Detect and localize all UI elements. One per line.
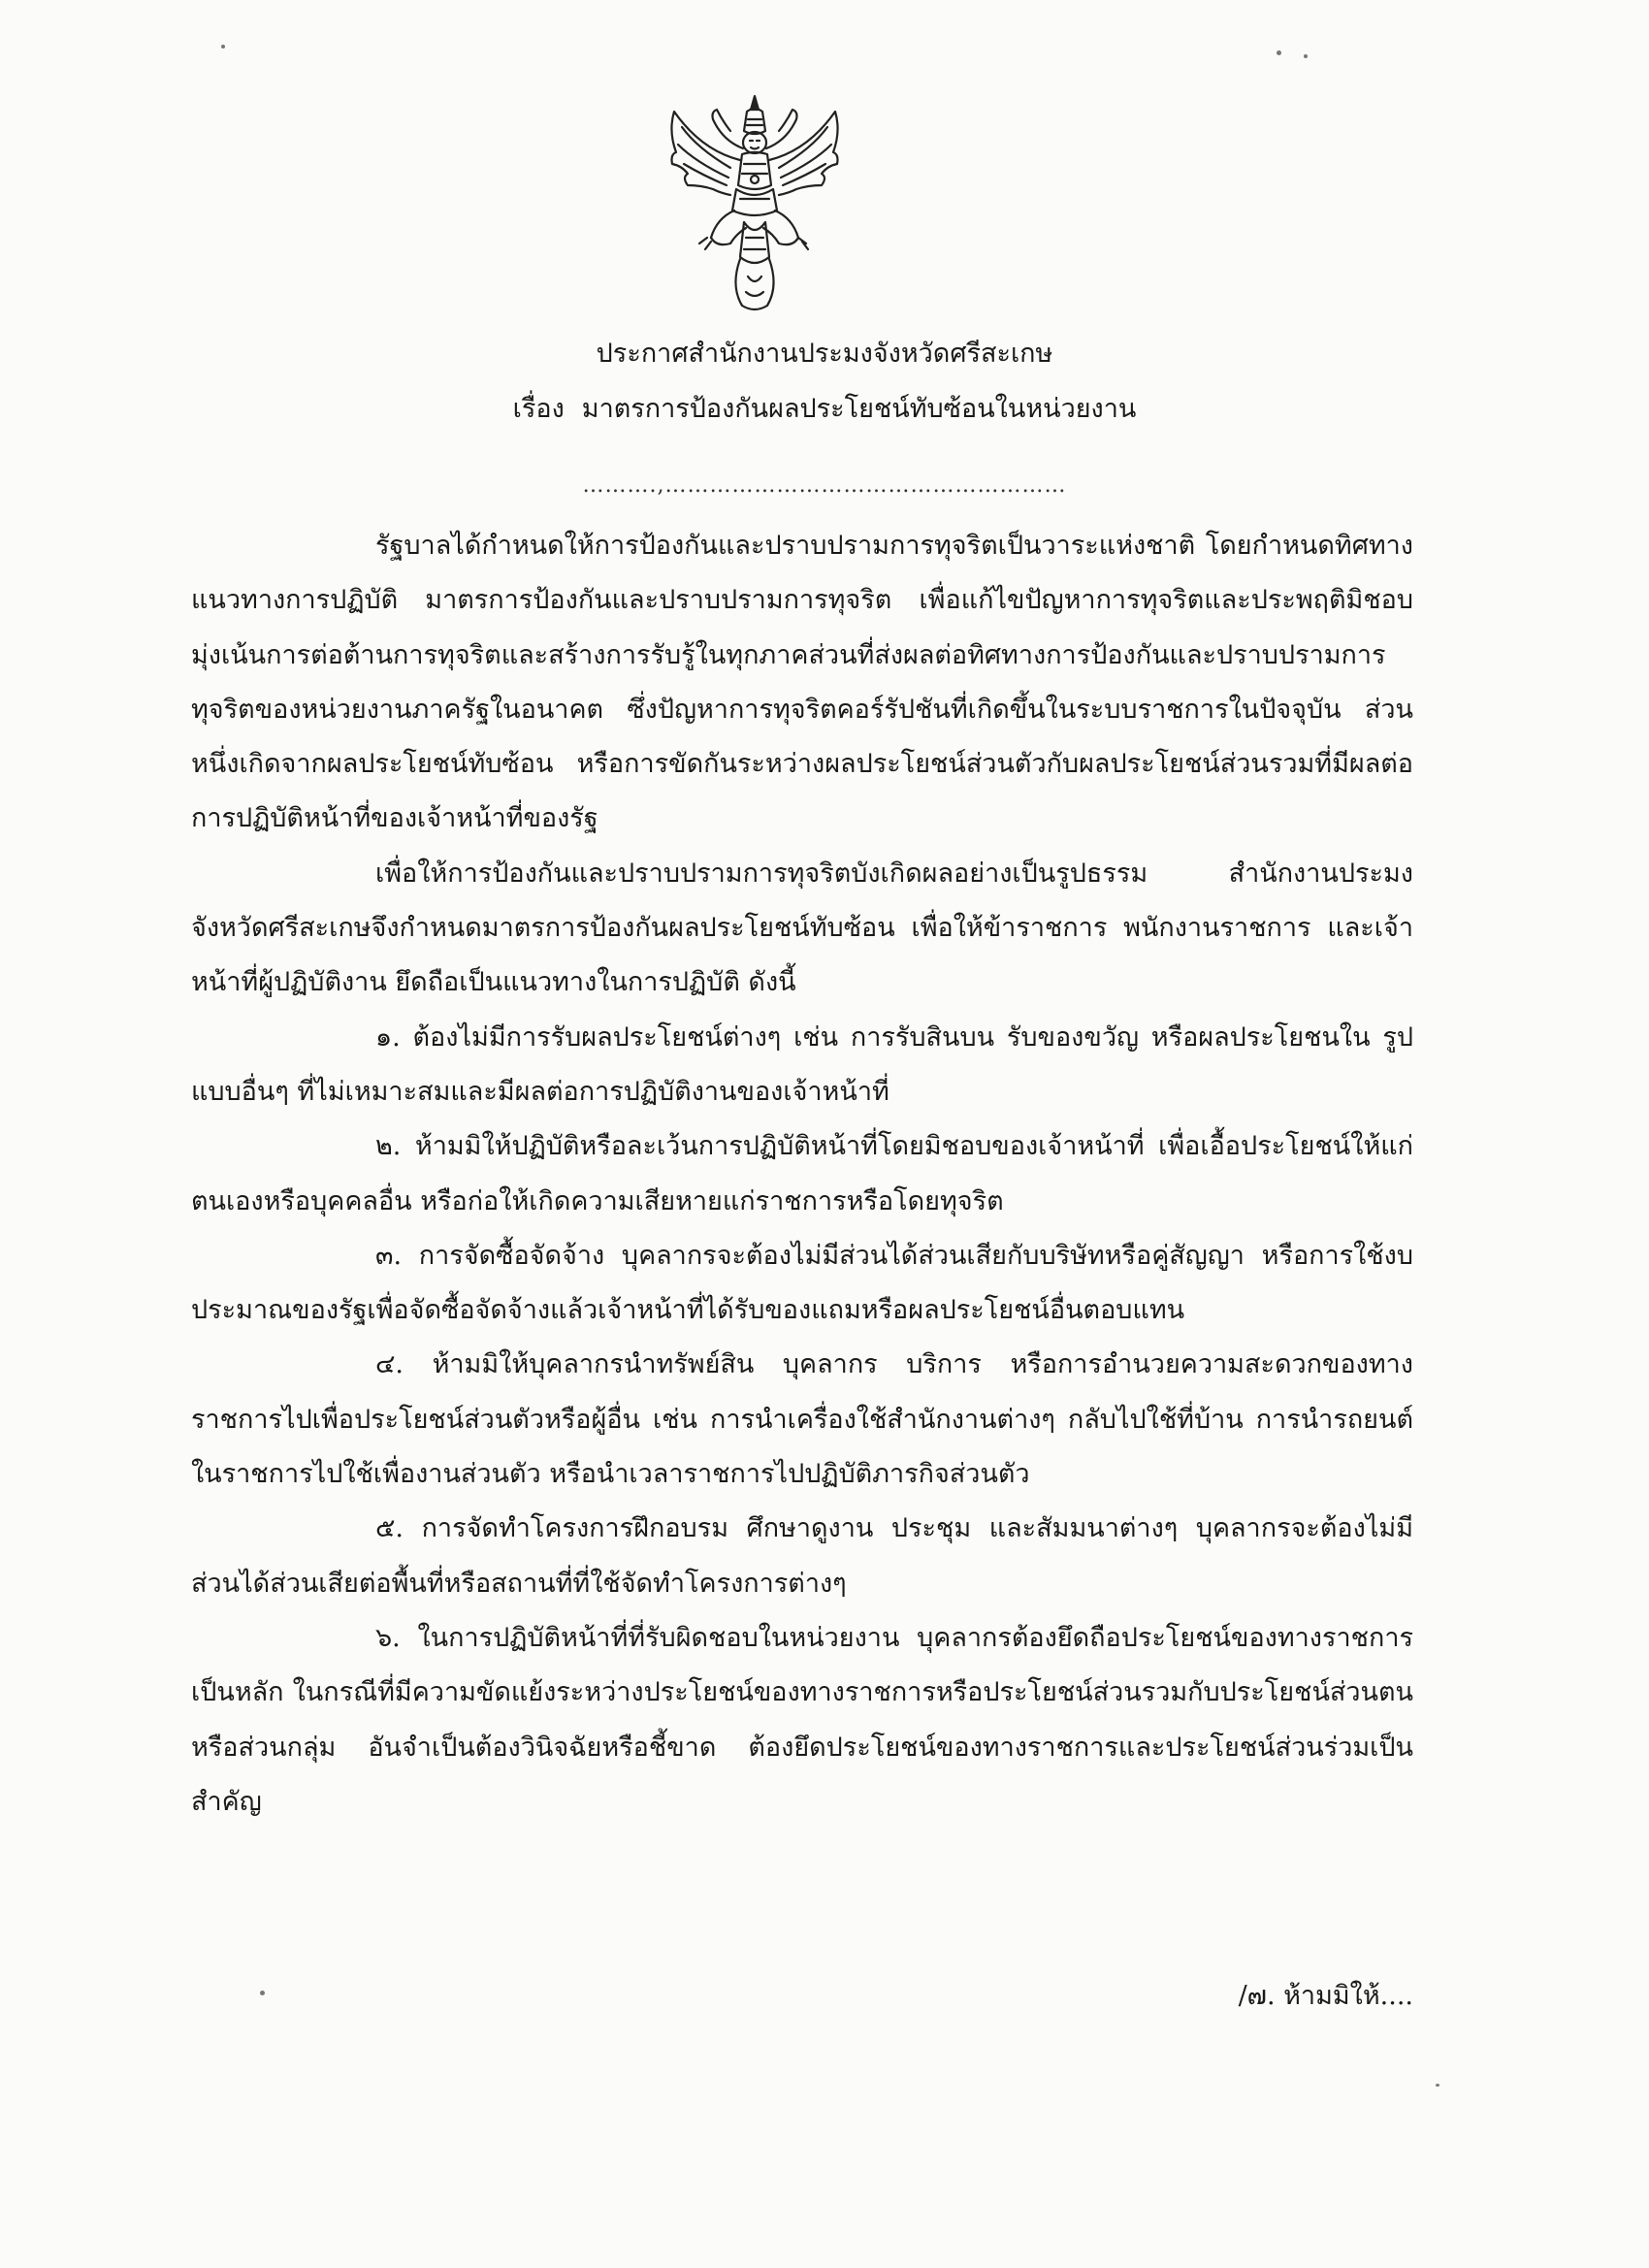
subject-text: มาตรการป้องกันผลประโยชน์ทับซ้อนในหน่วยงาน xyxy=(581,394,1137,424)
continuation-marker: /๗. ห้ามมิให้.... xyxy=(1238,1981,1413,2011)
announcement-body xyxy=(191,519,1413,1830)
measure-item-3: ๓. การจัดซื้อจัดจ้าง บุคลากรจะต้องไม่มีส่วนได้ส่วนเสียกับบริษัทหรือคู่สัญญา หรือการใช้งบประมาณของรัฐเพื่อจัดซื้อจัดจ้างแล้วเจ้าหน้าที่ได้รับของแถมหรือผลประโยชน์อื่นตอบแทน xyxy=(191,1240,1413,1326)
measure-item-6: ๖. ในการปฏิบัติหน้าที่ที่รับผิดชอบในหน่วยงาน บุคลากรต้องยึดถือประโยชน์ของทางราชการเป็นหลัก ในกรณีที่มีความขัดแย้งระหว่างประโยชน์ของทางราชการหรือประโยชน์ส่วนรวมกับประโยชน์ส่วนตนหรือส่วนกลุ่ม อันจำเป็นต้องวินิจฉัยหรือชี้ขาด ต้องยึดประโยชน์ของทางราชการและประโยชน์ส่วนร่วมเป็นสำคัญ xyxy=(191,1622,1413,1817)
scan-speck xyxy=(260,1991,265,1995)
announcement-title: ประกาศสำนักงานประมงจังหวัดศรีสะเกษ xyxy=(596,339,1053,369)
announcement-subject xyxy=(0,390,1649,429)
separator-line: ……….,……………………………………………… xyxy=(582,473,1067,498)
paragraph-intro: รัฐบาลได้กำหนดให้การป้องกันและปราบปรามการทุจริตเป็นวาระแห่งชาติ โดยกำหนดทิศทางแนวทางการปฏิบัติ มาตรการป้องกันและปราบปรามการทุจริต เพื่อแก้ไขปัญหาการทุจริตและประพฤติมิชอบ มุ่งเน้นการต่อต้านการทุจริตและสร้างการรับรู้ในทุกภาคส่วนที่ส่งผลต่อทิศทางการป้องกันและปราบปรามการทุจริตของหน่วยงานภาครัฐในอนาคต ซึ่งปัญหาการทุจริตคอร์รัปชันที่เกิดขึ้นในระบบราชการในปัจจุบัน ส่วนหนึ่งเกิดจากผลประโยชน์ทับซ้อน หรือการขัดกันระหว่างผลประโยชน์ส่วนตัวกับผลประโยชน์ส่วนรวมที่มีผลต่อการปฏิบัติหน้าที่ของเจ้าหน้าที่ของรัฐ xyxy=(191,531,1413,834)
scan-speck xyxy=(1304,54,1308,58)
subject-label: เรื่อง xyxy=(512,394,565,424)
garuda-emblem-icon xyxy=(663,92,847,315)
measure-item-5: ๕. การจัดทำโครงการฝึกอบรม ศึกษาดูงาน ประชุม และสัมมนาต่างๆ บุคลากรจะต้องไม่มีส่วนได้ส่วนเสียต่อพื้นที่หรือสถานที่ที่ใช้จัดทำโครงการต่างๆ xyxy=(191,1513,1413,1599)
scan-speck xyxy=(1277,50,1281,55)
measure-item-4: ๔. ห้ามมิให้บุคลากรนำทรัพย์สิน บุคลากร บริการ หรือการอำนวยความสะดวกของทางราชการไปเพื่อประโยชน์ส่วนตัวหรือผู้อื่น เช่น การนำเครื่องใช้สำนักงานต่างๆ กลับไปใช้ที่บ้าน การนำรถยนต์ในราชการไปใช้เพื่องานส่วนตัว หรือนำเวลาราชการไปปฏิบัติภารกิจส่วนตัว xyxy=(191,1349,1413,1490)
measure-item-2: ๒. ห้ามมิให้ปฏิบัติหรือละเว้นการปฏิบัติหน้าที่โดยมิชอบของเจ้าหน้าที่ เพื่อเอื้อประโยชน์ให้แก่ตนเองหรือบุคคลอื่น หรือก่อให้เกิดความเสียหายแก่ราชการหรือโดยทุจริต xyxy=(191,1131,1413,1216)
scan-speck xyxy=(1436,2084,1439,2087)
paragraph-purpose: เพื่อให้การป้องกันและปราบปรามการทุจริตบังเกิดผลอย่างเป็นรูปธรรม สำนักงานประมงจังหวัดศรีสะเกษจึงกำหนดมาตรการป้องกันผลประโยชน์ทับซ้อน เพื่อให้ข้าราชการ พนักงานราชการ และเจ้าหน้าที่ผู้ปฏิบัติงาน ยึดถือเป็นแนวทางในการปฏิบัติ ดังนี้ xyxy=(191,858,1413,998)
scan-speck xyxy=(221,45,225,49)
measure-item-1: ๑. ต้องไม่มีการรับผลประโยชน์ต่างๆ เช่น การรับสินบน รับของขวัญ หรือผลประโยชนใน รูปแบบอื่นๆ ที่ไม่เหมาะสมและมีผลต่อการปฏิบัติงานของเจ้าหน้าที่ xyxy=(191,1021,1413,1107)
